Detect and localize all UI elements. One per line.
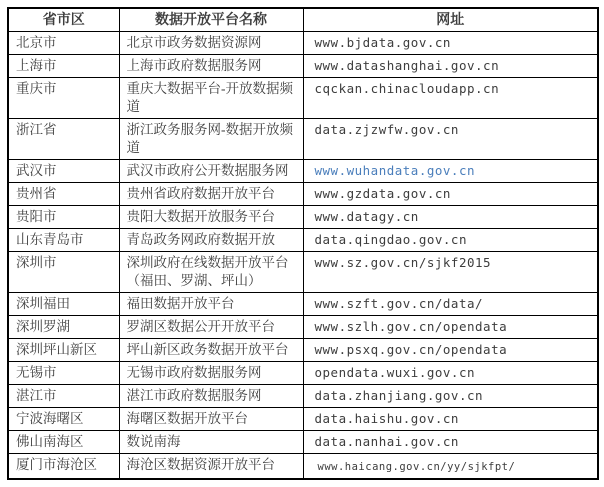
region-cell: 佛山南海区 xyxy=(8,431,119,454)
url-cell: data.qingdao.gov.cn xyxy=(303,229,598,252)
url-link[interactable]: www.wuhandata.gov.cn xyxy=(303,160,598,183)
platform-cell: 福田数据开放平台 xyxy=(119,293,303,316)
table-row xyxy=(8,316,598,339)
platform-cell: 坪山新区政务数据开放平台 xyxy=(119,339,303,362)
platform-cell: 浙江政务服务网-数据开放频道 xyxy=(119,119,303,160)
region-cell: 宁波海曙区 xyxy=(8,408,119,431)
region-cell: 北京市 xyxy=(8,32,119,55)
table-row xyxy=(8,206,598,229)
table-row xyxy=(8,362,598,385)
url-cell: data.nanhai.gov.cn xyxy=(303,431,598,454)
table-row xyxy=(8,385,598,408)
platform-cell: 数说南海 xyxy=(119,431,303,454)
platform-cell: 深圳政府在线数据开放平台（福田、罗湖、坪山） xyxy=(119,252,303,293)
header-region: 省市区 xyxy=(8,8,119,32)
region-cell: 厦门市海沧区 xyxy=(8,454,119,480)
table-row xyxy=(8,408,598,431)
table-row xyxy=(8,160,598,183)
region-cell: 重庆市 xyxy=(8,78,119,119)
region-cell: 浙江省 xyxy=(8,119,119,160)
url-cell: www.haicang.gov.cn/yy/sjkfpt/ xyxy=(303,454,598,480)
table-row xyxy=(8,454,598,480)
url-cell: www.datashanghai.gov.cn xyxy=(303,55,598,78)
url-cell: www.datagy.cn xyxy=(303,206,598,229)
platform-cell: 海曙区数据开放平台 xyxy=(119,408,303,431)
platform-cell: 无锡市政府数据服务网 xyxy=(119,362,303,385)
url-cell: www.gzdata.gov.cn xyxy=(303,183,598,206)
region-cell: 山东青岛市 xyxy=(8,229,119,252)
url-cell: opendata.wuxi.gov.cn xyxy=(303,362,598,385)
table-row xyxy=(8,252,598,293)
region-cell: 上海市 xyxy=(8,55,119,78)
open-data-platforms-table xyxy=(7,7,599,480)
platform-cell: 北京市政务数据资源网 xyxy=(119,32,303,55)
region-cell: 贵阳市 xyxy=(8,206,119,229)
url-cell: www.szft.gov.cn/data/ xyxy=(303,293,598,316)
platform-cell: 湛江市政府数据服务网 xyxy=(119,385,303,408)
region-cell: 无锡市 xyxy=(8,362,119,385)
region-cell: 深圳福田 xyxy=(8,293,119,316)
table-row xyxy=(8,431,598,454)
table-row xyxy=(8,32,598,55)
url-cell: data.haishu.gov.cn xyxy=(303,408,598,431)
url-cell: data.zjzwfw.gov.cn xyxy=(303,119,598,160)
platform-cell: 罗湖区数据公开开放平台 xyxy=(119,316,303,339)
header-url: 网址 xyxy=(303,8,598,32)
table-row xyxy=(8,339,598,362)
platform-cell: 青岛政务网政府数据开放 xyxy=(119,229,303,252)
platform-cell: 贵州省政府数据开放平台 xyxy=(119,183,303,206)
table-row xyxy=(8,229,598,252)
region-cell: 深圳市 xyxy=(8,252,119,293)
table-row xyxy=(8,78,598,119)
platform-cell: 上海市政府数据服务网 xyxy=(119,55,303,78)
region-cell: 深圳坪山新区 xyxy=(8,339,119,362)
table-row xyxy=(8,293,598,316)
header-platform: 数据开放平台名称 xyxy=(119,8,303,32)
url-cell: cqckan.chinacloudapp.cn xyxy=(303,78,598,119)
platform-cell: 贵阳大数据开放服务平台 xyxy=(119,206,303,229)
url-cell: www.psxq.gov.cn/opendata xyxy=(303,339,598,362)
table-row xyxy=(8,183,598,206)
region-cell: 贵州省 xyxy=(8,183,119,206)
region-cell: 武汉市 xyxy=(8,160,119,183)
url-cell: www.bjdata.gov.cn xyxy=(303,32,598,55)
url-cell: www.sz.gov.cn/sjkf2015 xyxy=(303,252,598,293)
platform-cell: 武汉市政府公开数据服务网 xyxy=(119,160,303,183)
url-cell: data.zhanjiang.gov.cn xyxy=(303,385,598,408)
platform-cell: 重庆大数据平台-开放数据频道 xyxy=(119,78,303,119)
table-row xyxy=(8,55,598,78)
url-cell: www.szlh.gov.cn/opendata xyxy=(303,316,598,339)
table-header-row xyxy=(8,8,598,32)
region-cell: 湛江市 xyxy=(8,385,119,408)
table-row xyxy=(8,119,598,160)
region-cell: 深圳罗湖 xyxy=(8,316,119,339)
platform-cell: 海沧区数据资源开放平台 xyxy=(119,454,303,480)
